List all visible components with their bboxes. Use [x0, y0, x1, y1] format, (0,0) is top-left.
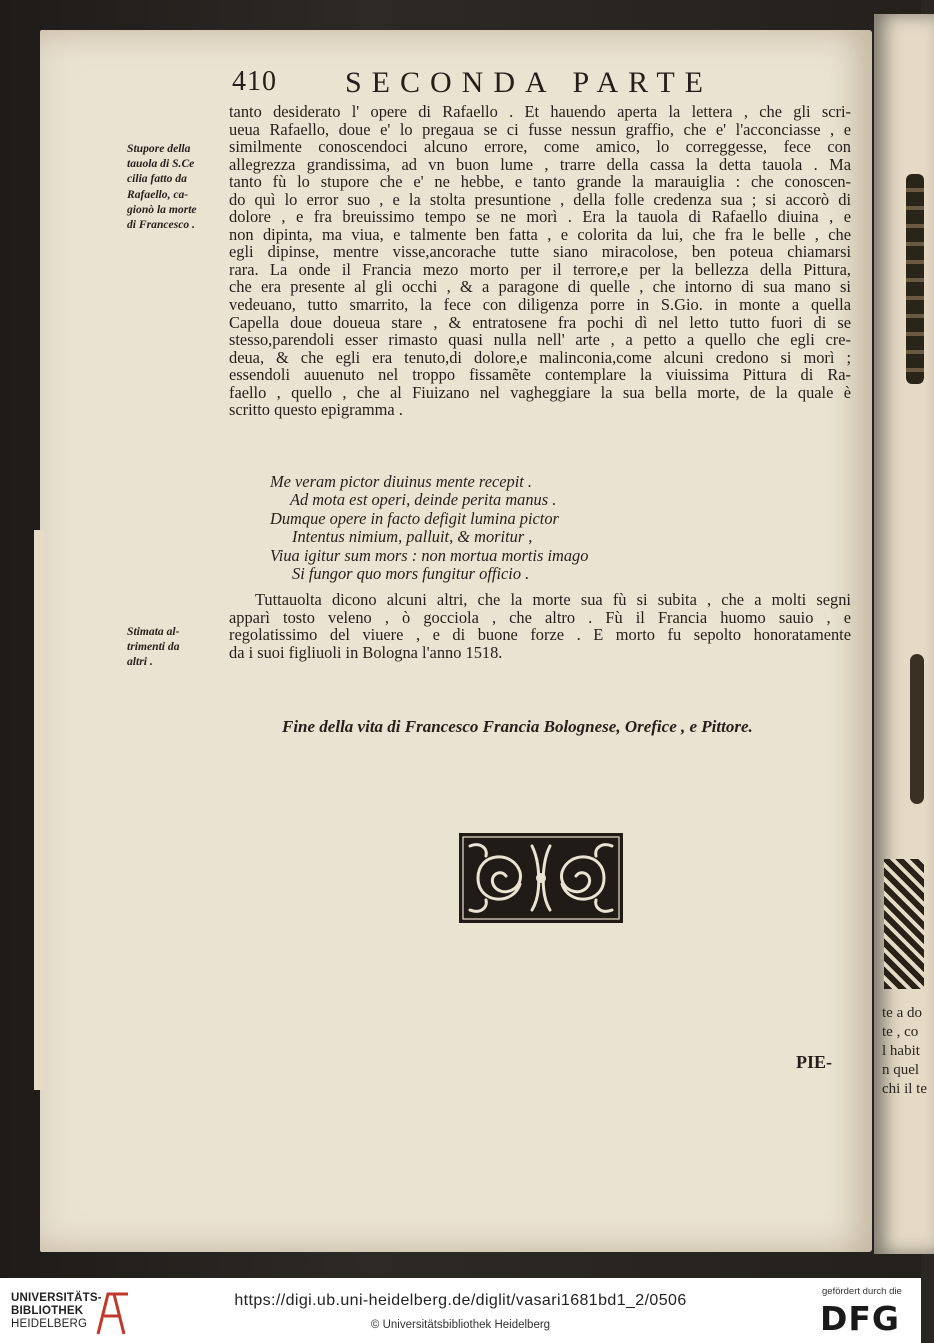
text-line: tanto fù lo stupore che e' ne hebbe, e tanto grande la marauiglia : che conoscen-: [229, 172, 851, 192]
verse-line: Me veram pictor diuinus mente recepit .: [270, 472, 533, 491]
verse-line: Viua igitur sum mors : non mortua mortis imago: [270, 545, 589, 565]
text-line: non dipinta, ma viua, e talmente ben fatta , e colorita da lui, che fra le belle , che: [229, 224, 851, 244]
text-line: Tuttauolta dicono alcuni altri, che la morte sua fù si subita , che a molti segni: [255, 590, 851, 609]
text-line: che era presente al gli occhi , & a paragone di quelle , che intorno di sua mano si: [229, 277, 851, 297]
marginal-line: cilia fatto da: [127, 172, 187, 186]
text-line: da i suoi figliuoli in Bologna l'anno 1518.: [229, 642, 503, 662]
running-head: SECONDA PARTE: [345, 66, 713, 99]
copyright-notice: © Universitätsbibliothek Heidelberg: [370, 1319, 551, 1331]
marginal-note: [127, 624, 180, 670]
page-number: 410: [232, 66, 277, 97]
facing-text-fragment: te , co: [882, 1024, 919, 1040]
text-line: similmente conoscendoci alcuno errore, come amico, lo correggesse, fece con: [229, 137, 851, 157]
marginal-line: altri .: [127, 655, 153, 669]
funding-note: gefördert durch die: [822, 1286, 902, 1297]
body-paragraph: [229, 103, 851, 419]
verse-line: Si fungor quo mors fungitur officio .: [292, 564, 530, 584]
verse-line: Ad mota est operi, deinde perita manus .: [290, 490, 557, 510]
chapter-end-line: Fine della vita di Francesco Francia Bolognese, Orefice , e Pittore.: [282, 717, 753, 736]
facing-text-fragment: chi il te: [882, 1081, 927, 1097]
text-line: essendoli auuenuto nel troppo fissamẽte contemplare la viuissima Pittura di Ra-: [229, 365, 851, 385]
marginal-line: gionò la morte: [127, 202, 197, 216]
text-line: allegrezza grandissima, ad vn buon lume , trarre della cassa la detta tauola . Ma: [229, 154, 851, 174]
text-line: deua, & che egli era tenuto,di dolore,e malinconia,come alcuni credono si morì ;: [229, 347, 851, 367]
text-line: scritto questo epigramma .: [229, 400, 403, 420]
catchword: PIE-: [796, 1052, 832, 1072]
marginal-line: Rafaello, ca-: [127, 187, 189, 201]
text-line: egli dipinse, mentre visse,ancorache tutte siano miracolose, ben poteua chiamarsi: [229, 242, 851, 262]
library-name-line: UNIVERSITÄTS-: [11, 1292, 102, 1304]
text-line: Capella doue doueua stare , & entratosene fra pochi dì nel letto tutto fuori di se: [229, 312, 851, 332]
marginal-line: Stimata al-: [127, 625, 180, 638]
text-line: tanto desiderato l' opere di Rafaello . Et hauendo aperta la lettera , che gli scri-: [229, 102, 851, 121]
facing-text-fragment: l habit: [882, 1043, 920, 1059]
dfg-logo: DFG: [820, 1299, 901, 1338]
facing-ornament-top: [906, 174, 924, 384]
printer-ornament: [458, 832, 624, 924]
verse-line: Dumque opere in facto defigit lumina pictor: [270, 508, 559, 528]
library-name-line: BIBLIOTHEK: [11, 1305, 84, 1317]
page-torn-edge: [34, 530, 44, 1090]
text-line: regolatissimo del viuere , e di buone forze . E morto fu sepolto honoratamente: [229, 625, 851, 645]
epigram: [270, 473, 588, 583]
facing-page-edge: [874, 14, 934, 1254]
text-line: stesso,parendoli esser rimasto quasi nulla nell' arte , a petto a quello che egli cre-: [229, 330, 851, 350]
text-line: apparì tosto veleno , ò gocciola , che altro . Fù il Francia huomo sauio , e: [229, 607, 851, 627]
text-line: vedeuano, tutto smarrito, la fece con diligenza porre in S.Gio. in monte a quella: [229, 295, 851, 315]
facing-ornament-middle: [910, 654, 924, 804]
marginal-line: Stupore della: [127, 142, 191, 155]
marginal-note: [127, 141, 197, 232]
verse-line: Intentus nimium, palluit, & moritur ,: [292, 527, 533, 547]
facing-text-fragment: n quel: [882, 1062, 920, 1078]
marginal-line: trimenti da: [127, 640, 180, 654]
text-line: ueua Rafaello, doue e' lo pregaua se ci fusse nessun graffio, che e' l'acconciasse , e: [229, 119, 851, 139]
facing-woodcut-initial: [884, 859, 924, 989]
text-line: dolore , e fra breuissimo tempo se ne morì . Era la tauola di Rafaello diuina , e: [229, 207, 851, 227]
marginal-line: tauola di S.Ce: [127, 157, 195, 171]
marginal-line: di Francesco .: [127, 218, 195, 232]
viewer-footer: [0, 1278, 921, 1343]
text-line: do quì lo error suo , e la stolta presuntione , della folle credenza sua ; si accorò di: [229, 189, 851, 209]
closing-paragraph: [229, 591, 851, 661]
text-line: rara. La onde il Francia mezo morto per il terrore,e per la bellezza della Pittura,: [229, 259, 851, 279]
text-line: faello , quello , che al Fiuizano nel vagheggiare la sua bella morte, de la quale è: [229, 382, 851, 402]
permalink-url[interactable]: https://digi.ub.uni-heidelberg.de/diglit/vasari1681bd1_2/0506: [234, 1292, 687, 1309]
facing-text-fragment: te a do: [882, 1005, 922, 1021]
library-name-line: HEIDELBERG: [11, 1318, 88, 1330]
